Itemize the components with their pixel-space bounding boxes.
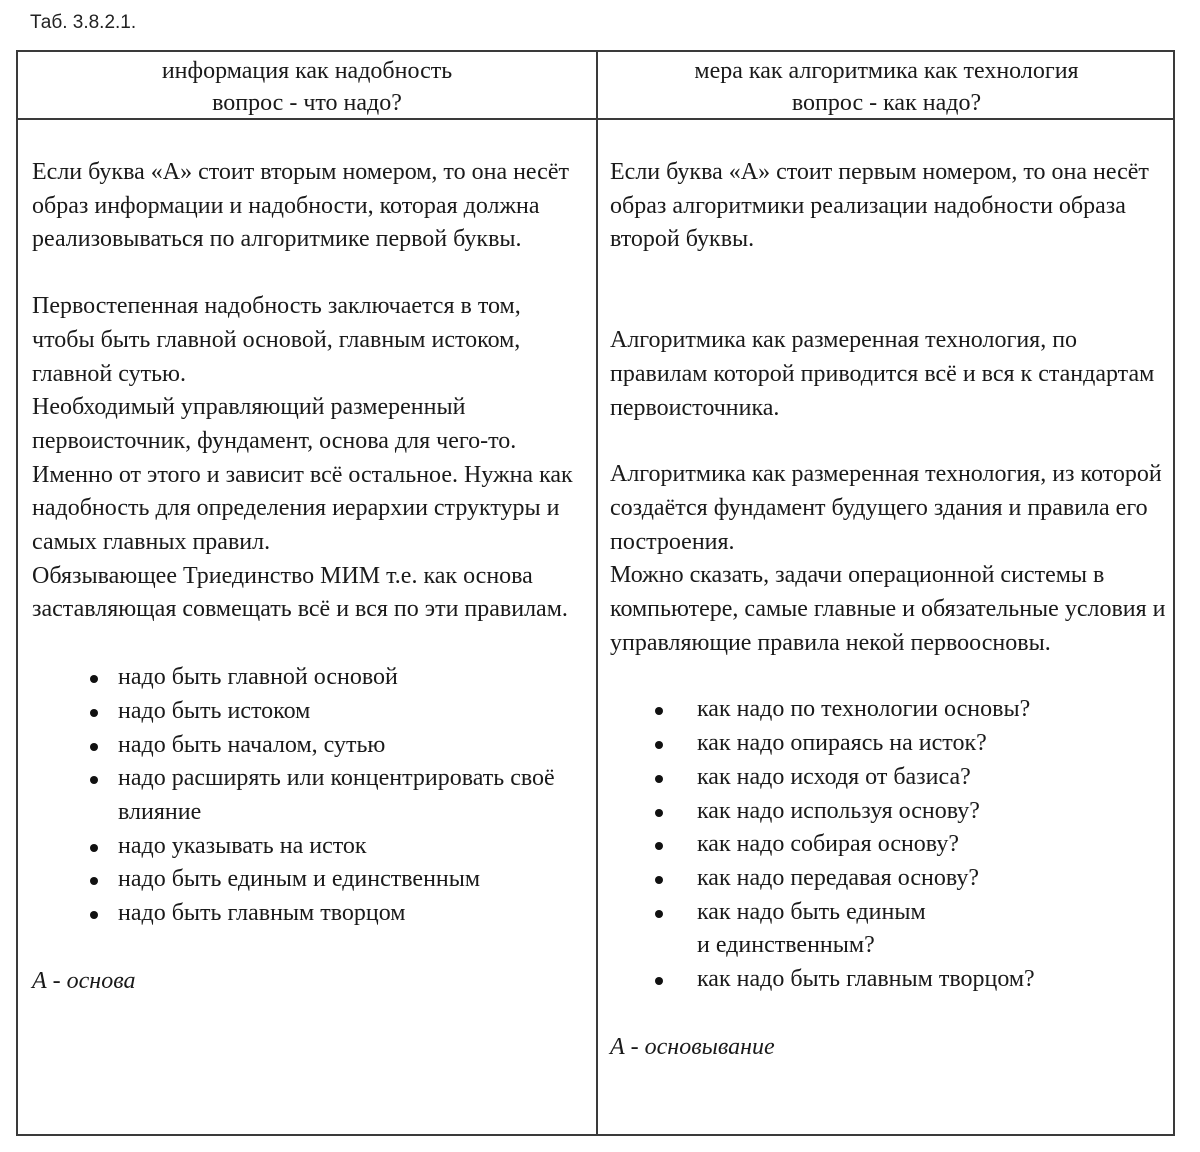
right-paragraph-1: Если буква «А» стоит первым номером, то она несёт образ алгоритмики реализации надобности образа второй буквы. (610, 159, 1149, 253)
bullet-icon (655, 707, 663, 715)
list-item: надо быть истоком (32, 695, 588, 729)
bullet-icon (655, 809, 663, 817)
left-paragraph-2: Первостепенная надобность заключается в том, чтобы быть главной основой, главным истоком, главной сутью. (32, 293, 521, 387)
list-item: как надо исходя от базиса? (610, 761, 1170, 795)
list-item: как надо собирая основу? (610, 828, 1170, 862)
header-right-question: вопрос - как надо? (791, 90, 982, 116)
bullet-icon (90, 675, 98, 683)
bullet-icon (90, 877, 98, 885)
right-column (610, 120, 1170, 1134)
comparison-table (16, 50, 1175, 1136)
list-item: надо быть единым и единственным (32, 863, 588, 897)
list-item: надо расширять или концентрировать своё влияние (32, 762, 588, 829)
bullet-icon (90, 911, 98, 919)
bullet-icon (90, 776, 98, 784)
bullet-icon (655, 876, 663, 884)
list-item: надо быть началом, сутью (32, 729, 588, 763)
header-left (18, 52, 596, 118)
list-item: как надо передавая основу? (610, 862, 1170, 896)
table-caption: Таб. 3.8.2.1. (30, 12, 137, 33)
bullet-icon (655, 842, 663, 850)
list-item: как надо опираясь на исток? (610, 727, 1170, 761)
left-column (32, 120, 588, 1134)
left-paragraph-3: Необходимый управляющий размеренный первоисточник, фундамент, основа для чего-то. Именно от этого и зависит всё остальное. Нужна как надобность для определения иерархии структуры и самых главных правил. (32, 394, 573, 556)
list-item: надо указывать на исток (32, 830, 588, 864)
header-left-question: вопрос - что надо? (212, 90, 402, 116)
list-item: как надо быть единым и единственным? (610, 896, 1170, 963)
header-right (598, 52, 1175, 118)
left-bullet-list (32, 661, 588, 931)
left-footer-note: А - основа (32, 967, 136, 994)
bullet-icon (90, 743, 98, 751)
bullet-icon (90, 844, 98, 852)
bullet-icon (655, 741, 663, 749)
list-item: как надо по технологии основы? (610, 693, 1170, 727)
right-paragraph-4: Можно сказать, задачи операционной системы в компьютере, самые главные и обязательные условия и управляющие правила некой первоосновы. (610, 562, 1166, 656)
left-paragraph-1: Если буква «А» стоит вторым номером, то она несёт образ информации и надобности, которая должна реализовываться по алгоритмике первой буквы. (32, 159, 569, 253)
right-footer-note: А - основывание (610, 1033, 775, 1060)
right-bullet-list (610, 693, 1170, 996)
bullet-icon (655, 775, 663, 783)
right-paragraph-3: Алгоритмика как размеренная технология, из которой создаётся фундамент будущего здания и правила его построения. (610, 461, 1162, 555)
right-paragraph-2: Алгоритмика как размеренная технология, по правилам которой приводится всё и вся к стандартам первоисточника. (610, 327, 1155, 421)
list-item: как надо быть главным творцом? (610, 963, 1170, 997)
column-divider (596, 52, 598, 1134)
list-item: надо быть главным творцом (32, 897, 588, 931)
header-right-title: мера как алгоритмика как технология (694, 58, 1079, 84)
list-item: надо быть главной основой (32, 661, 588, 695)
bullet-icon (655, 910, 663, 918)
left-paragraph-4: Обязывающее Триединство МИМ т.е. как основа заставляющая совмещать всё и вся по эти правилам. (32, 562, 568, 623)
list-item: как надо используя основу? (610, 795, 1170, 829)
header-left-title: информация как надобность (161, 58, 453, 84)
bullet-icon (90, 709, 98, 717)
bullet-icon (655, 977, 663, 985)
